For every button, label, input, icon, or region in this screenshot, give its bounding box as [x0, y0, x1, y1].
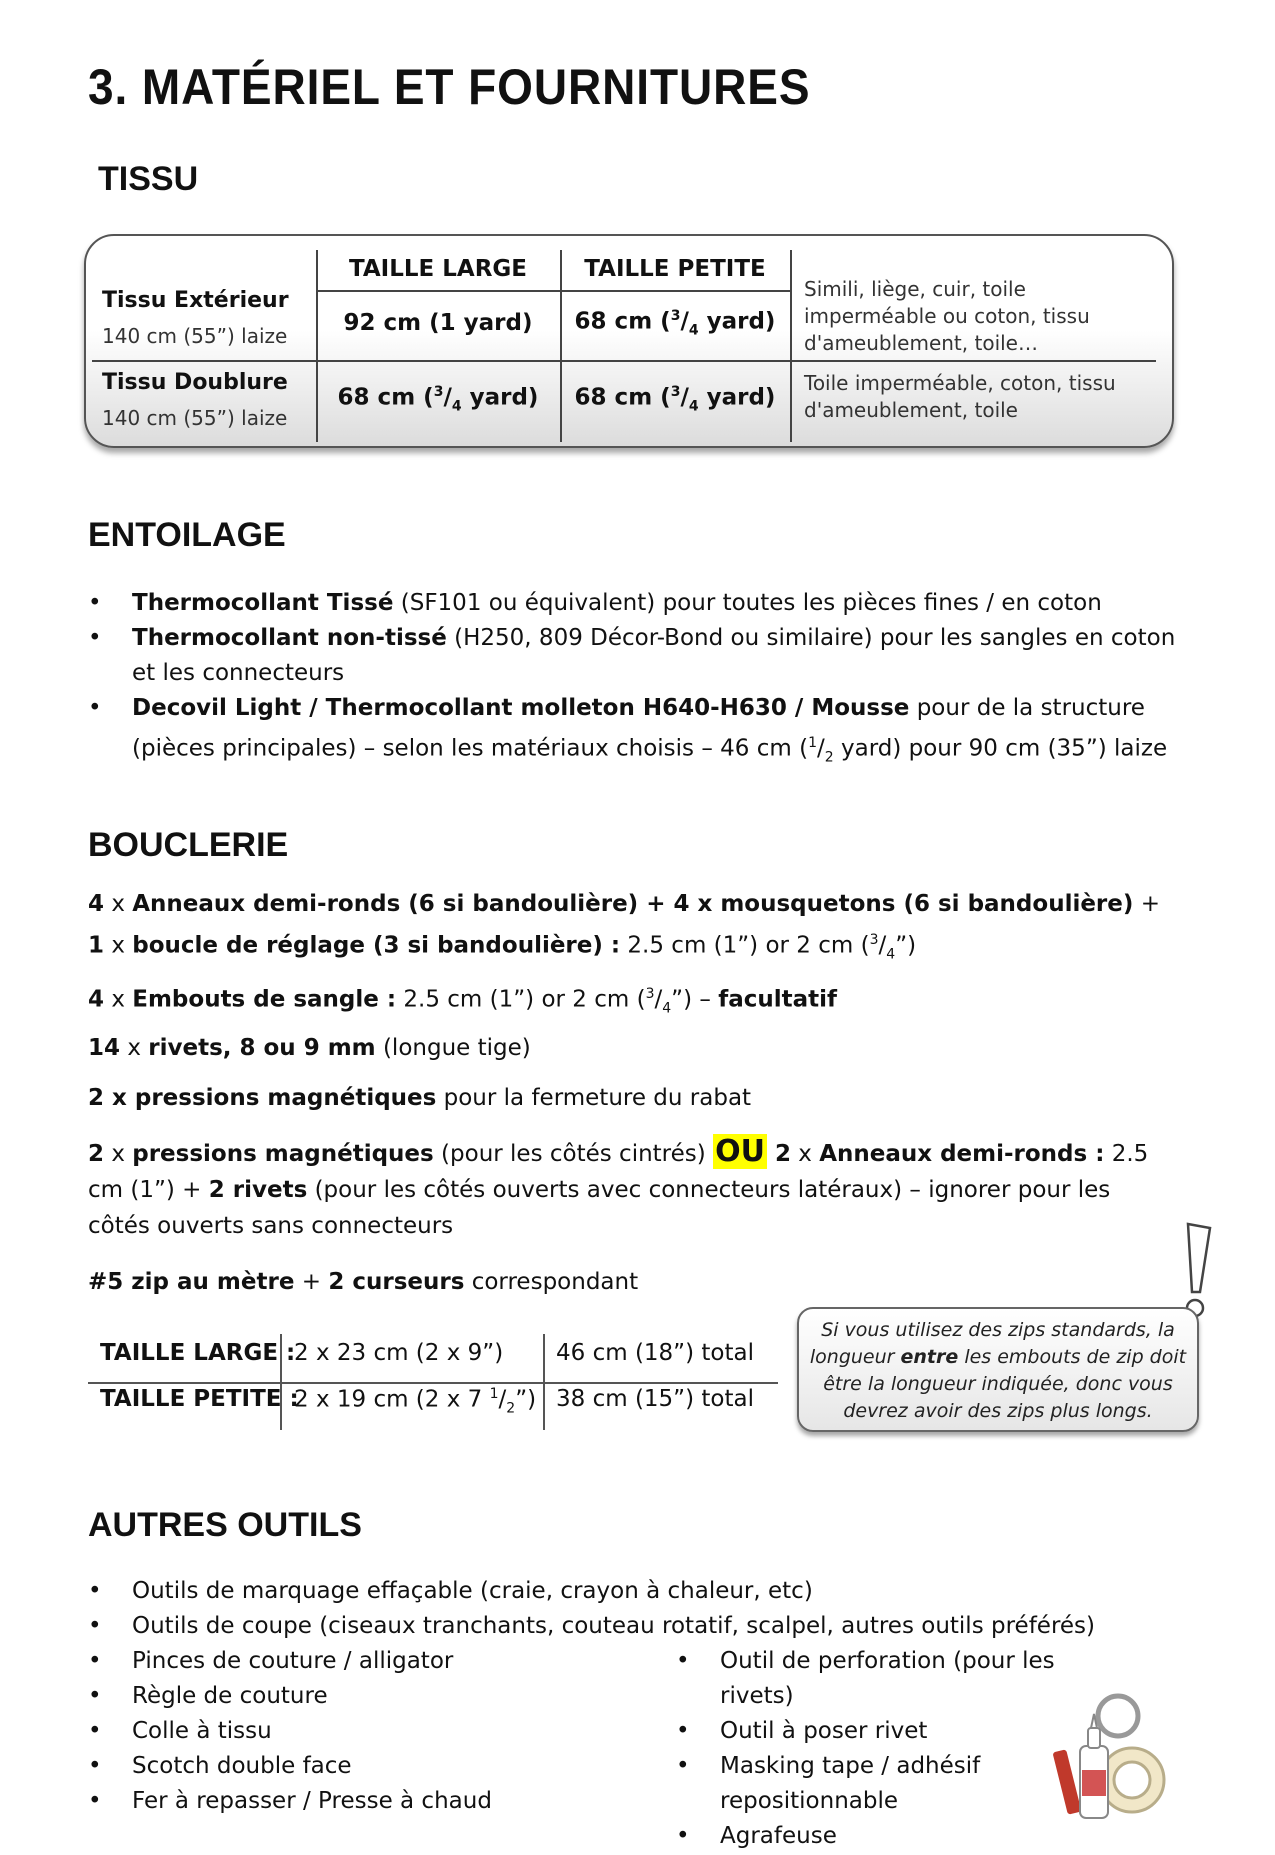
- list-item: • Agrafeuse: [676, 1819, 1066, 1854]
- outils-list-right: [676, 1644, 1066, 1854]
- desc-exterieur: Simili, liège, cuir, toile imperméable ou coton, tissu d'ameublement, toile…: [804, 277, 1090, 355]
- list-item: • Colle à tissu: [88, 1714, 648, 1749]
- section-heading-bouclerie: BOUCLERIE: [88, 826, 289, 864]
- table-divider: [316, 290, 790, 292]
- bouclerie-line-rivets: 14 x rivets, 8 ou 9 mm (longue tige): [88, 1035, 531, 1061]
- ou-highlight: OU: [715, 1134, 765, 1169]
- bouclerie-line-zip: #5 zip au mètre + 2 curseurs correspondant: [88, 1269, 639, 1295]
- table-divider: [790, 250, 792, 442]
- table-divider: [92, 360, 1156, 362]
- value-large-doublure: 68 cm ($^3/_4$ yard): [337, 384, 539, 415]
- list-item: • Outils de marquage effaçable (craie, crayon à chaleur, etc): [88, 1574, 1178, 1609]
- page-title: 3. MATÉRIEL ET FOURNITURES: [88, 59, 811, 115]
- bouclerie-line-embouts: 4 x Embouts de sangle : 2.5 cm (1”) or 2 cm $(^3/_4”)$ – facultatif: [88, 986, 838, 1017]
- table-divider: [543, 1334, 545, 1430]
- column-header-large: TAILLE LARGE: [348, 256, 528, 282]
- zip-label-petite: TAILLE PETITE :: [100, 1386, 299, 1412]
- value-petite-doublure: 68 cm ($^3/_4$ yard): [574, 384, 776, 415]
- list-item: • Outil de perforation (pour les rivets): [676, 1644, 1066, 1714]
- row-sub-doublure: 140 cm (55”) laize: [102, 406, 288, 430]
- list-item: • Thermocollant non-tissé (H250, 809 Décor-Bond ou similaire) pour les sangles en coton et les connecteurs: [88, 621, 1178, 691]
- tools-illustration-icon: [1040, 1688, 1170, 1838]
- column-header-petite: TAILLE PETITE: [584, 256, 766, 282]
- fabric-table: [84, 234, 1174, 448]
- outils-list-full: [88, 1574, 1178, 1644]
- value-large-exterieur: 92 cm (1 yard): [343, 310, 533, 336]
- row-label-doublure: Tissu Doublure: [102, 370, 288, 395]
- list-item: • Outil à poser rivet: [676, 1714, 1066, 1749]
- row-sub-exterieur: 140 cm (55”) laize: [102, 324, 288, 348]
- list-item: • Masking tape / adhésif repositionnable: [676, 1749, 1066, 1819]
- list-item: • Règle de couture: [88, 1679, 648, 1714]
- row-label-exterieur: Tissu Extérieur: [102, 288, 289, 313]
- list-item: • Fer à repasser / Presse à chaud: [88, 1784, 648, 1819]
- entoilage-list: [88, 586, 1178, 775]
- list-item: • Thermocollant Tissé (SF101 ou équivalent) pour toutes les pièces fines / en coton: [88, 586, 1178, 621]
- desc-doublure: Toile imperméable, coton, tissu d'ameublement, toile: [804, 371, 1116, 422]
- section-heading-outils: AUTRES OUTILS: [88, 1506, 362, 1544]
- table-divider: [88, 1382, 778, 1384]
- section-heading-tissu: TISSU: [98, 160, 199, 198]
- bouclerie-line-pressions-rabat: 2 x pressions magnétiques pour la fermeture du rabat: [88, 1085, 752, 1111]
- zip-note-callout: Si vous utilisez des zips standards, la longueur entre les embouts de zip doit être la longueur indiquée, donc vous devrez avoir des zips plus longs.: [797, 1307, 1199, 1432]
- list-item: • Outils de coupe (ciseaux tranchants, couteau rotatif, scalpel, autres outils préférés): [88, 1609, 1178, 1644]
- section-heading-entoilage: ENTOILAGE: [88, 516, 286, 554]
- zip-total-large: 46 cm (18”) total: [556, 1340, 754, 1366]
- zip-label-large: TAILLE LARGE :: [100, 1340, 296, 1366]
- list-item: • Pinces de couture / alligator: [88, 1644, 648, 1679]
- bouclerie-line-pressions-cotes: 2 x pressions magnétiques (pour les côtés cintrés) OU 2 x Anneaux demi-ronds : 2.5 cm (1”) + 2 rivets (pour les côtés ouverts avec connecteurs latéraux) – ignorer pour les côtés ouverts sans connecteurs: [88, 1134, 1149, 1239]
- bouclerie-line-anneaux: 4 x Anneaux demi-ronds (6 si bandoulière) + 4 x mousquetons (6 si bandoulière) + 1 x boucle de réglage (3 si bandoulière) : 2.5 cm (1”) or 2 cm $(^3/_4”)$: [88, 891, 1160, 963]
- value-petite-exterieur: 68 cm ($^3/_4$ yard): [574, 308, 776, 339]
- zip-pieces-petite: 2 x 19 cm (2 x 7 $^1/_2$”): [294, 1386, 537, 1417]
- zip-pieces-large: 2 x 23 cm (2 x 9”): [294, 1340, 504, 1366]
- zip-total-petite: 38 cm (15”) total: [556, 1386, 754, 1412]
- outils-list-left: [88, 1644, 648, 1819]
- list-item: • Scotch double face: [88, 1749, 648, 1784]
- list-item: • Decovil Light / Thermocollant molleton H640-H630 / Mousse pour de la structure (pièces principales) – selon les matériaux choisis – 46 cm ($^1/_2$ yard) pour 90 cm (35”) laize: [88, 691, 1178, 775]
